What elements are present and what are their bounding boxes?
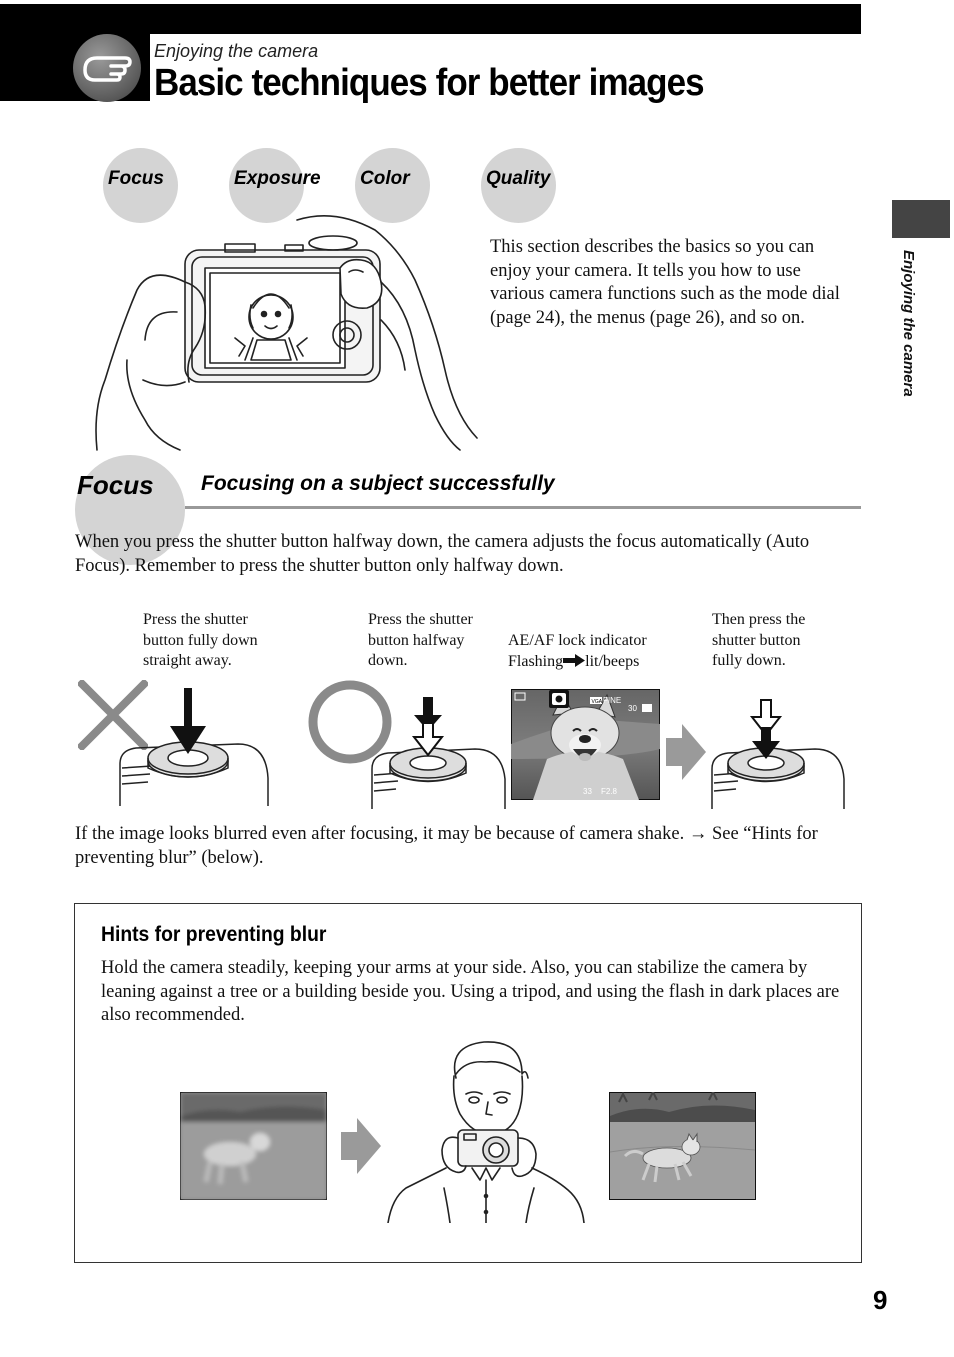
svg-text:F2.8: F2.8	[601, 787, 618, 796]
blurred-dog-photo	[180, 1092, 327, 1200]
hints-text: Hold the camera steadily, keeping your arms at your side. Also, you can stabilize the camera by leaning against a tree or a building beside you. Using a tripod, and using the flash in dark places are also recommended.	[101, 958, 840, 1025]
side-tab-label: Enjoying the camera	[900, 250, 917, 397]
hints-title: Hints for preventing blur	[101, 923, 327, 946]
shutter-full-press-final-illustration	[710, 697, 846, 809]
pointing-hand-icon	[73, 34, 141, 102]
focus-heading: Focus	[77, 470, 154, 500]
next-step-arrow-icon	[666, 724, 706, 780]
svg-text:33: 33	[583, 787, 592, 796]
caption-then: Then press the shutter button fully down.	[712, 611, 806, 669]
page-title: Basic techniques for better images	[154, 62, 704, 104]
shutter-full-press-illustration	[118, 688, 273, 806]
right-arrow-icon	[563, 654, 585, 667]
section-divider	[185, 506, 861, 509]
intro-text: This section describes the basics so you can enjoy your camera. It tells you how to use various camera functions such as the mode dial (page 24), the menus (page 26), and so on.	[490, 237, 840, 328]
focus-paragraph: When you press the shutter button halfway down, the camera adjusts the focus automatically (Auto Focus). Remember to press the shutter button only halfway down.	[75, 532, 810, 576]
svg-text:30: 30	[628, 704, 637, 713]
svg-text:FINE: FINE	[603, 696, 622, 705]
person-holding-camera-illustration	[386, 1038, 586, 1223]
caption-halfway: Press the shutter button halfway down.	[368, 611, 473, 669]
lcd-preview-dog-photo	[511, 689, 660, 800]
improvement-arrow-icon	[341, 1118, 381, 1174]
hands-holding-camera-illustration	[85, 210, 485, 455]
side-tab-marker	[892, 200, 950, 238]
topic-label-color: Color	[360, 168, 410, 189]
topic-label-quality: Quality	[486, 168, 551, 189]
svg-text:VGA: VGA	[591, 699, 603, 705]
topic-label-focus: Focus	[108, 168, 164, 189]
focus-subheading: Focusing on a subject successfully	[201, 472, 555, 495]
caption-wrong: Press the shutter button fully down straight away.	[143, 611, 258, 669]
shutter-half-press-illustration	[370, 697, 508, 809]
caption-indicator: AE/AF lock indicator Flashing lit/beeps	[508, 632, 647, 670]
sharp-dog-photo	[609, 1092, 756, 1200]
topic-label-exposure: Exposure	[234, 168, 321, 189]
section-label: Enjoying the camera	[154, 41, 319, 61]
blur-note: If the image looks blurred even after focusing, it may be because of camera shake. → See “Hints for preventing blur” (below).	[75, 824, 818, 868]
page-number: 9	[873, 1285, 888, 1315]
header-bar	[0, 4, 861, 34]
